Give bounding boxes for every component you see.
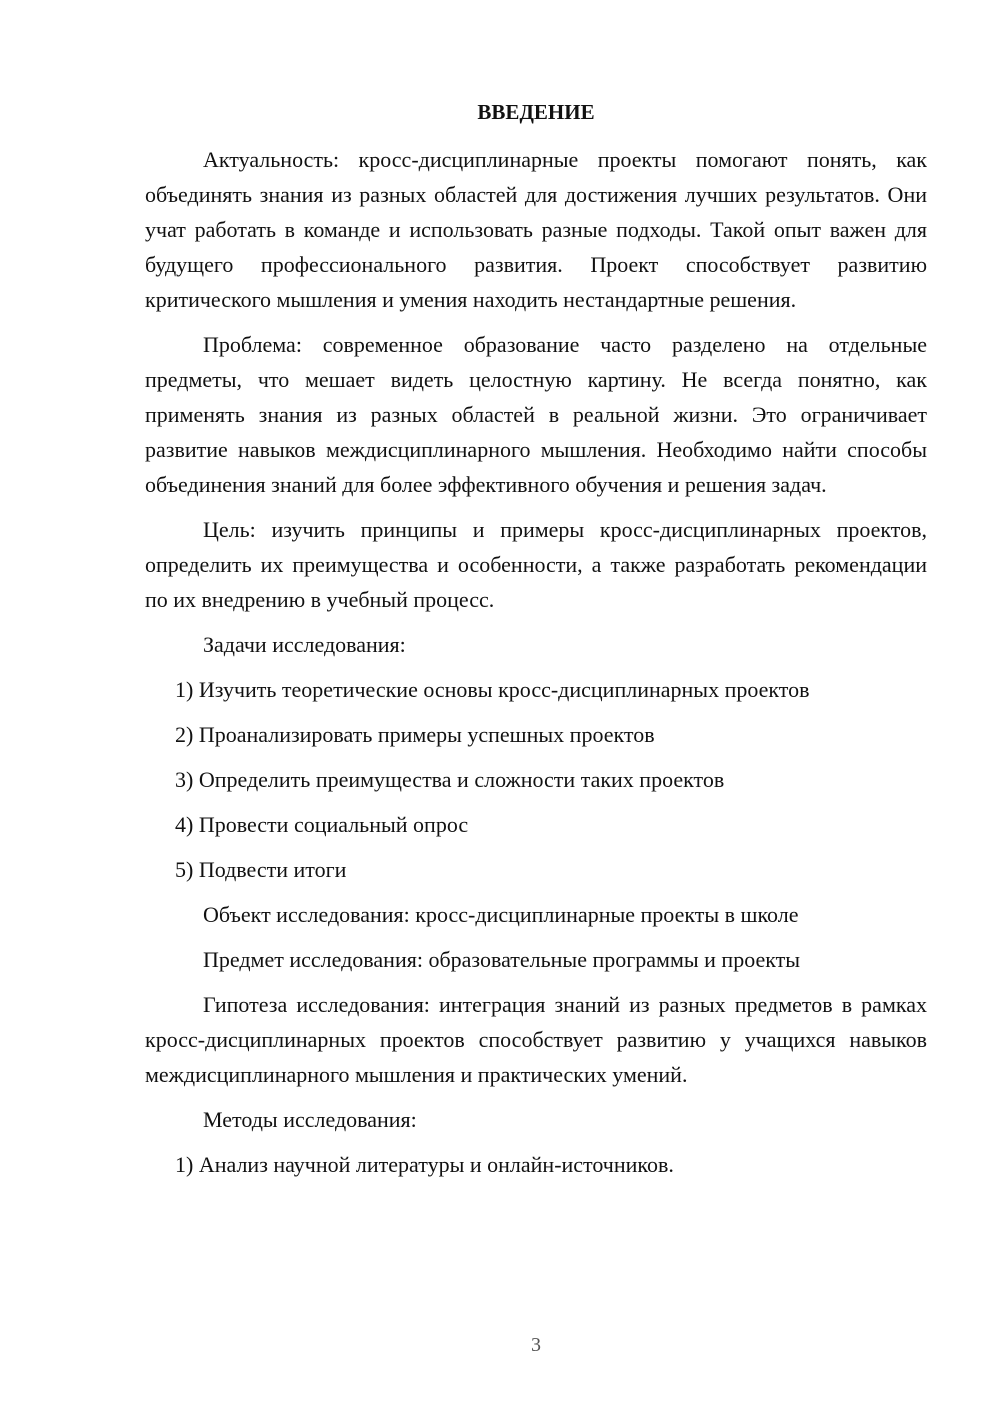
- paragraph-subject: Предмет исследования: образовательные программы и проекты: [203, 947, 801, 972]
- list-item: 1) Анализ научной литературы и онлайн-источников.: [175, 1152, 674, 1177]
- paragraph-hypothesis: Гипотеза исследования: интеграция знаний из разных предметов в рамках кросс-дисциплинарных проектов способствует развитию у учащихся навыков междисциплинарного мышления и практических умений.: [145, 992, 927, 1087]
- section-heading: ВВЕДЕНИЕ: [477, 100, 595, 124]
- list-item: 4) Провести социальный опрос: [175, 812, 469, 837]
- paragraph-goal: Цель: изучить принципы и примеры кросс-дисциплинарных проектов, определить их преимущества и особенности, а также разработать рекомендации по их внедрению в учебный процесс.: [145, 517, 927, 612]
- tasks-title: Задачи исследования:: [203, 632, 406, 657]
- list-item: 1) Изучить теоретические основы кросс-дисциплинарных проектов: [175, 677, 810, 702]
- document-body: [145, 142, 927, 1192]
- page-number: 3: [531, 1334, 541, 1356]
- paragraph-problem: Проблема: современное образование часто разделено на отдельные предметы, что мешает видеть целостную картину. Не всегда понятно, как применять знания из разных областей в реальной жизни. Это ограничивает развитие навыков междисциплинарного мышления. Необходимо найти способы объединения знаний для более эффективного обучения и решения задач.: [145, 332, 927, 497]
- list-item: 3) Определить преимущества и сложности таких проектов: [175, 767, 725, 792]
- methods-list: [145, 1147, 927, 1182]
- list-item: 5) Подвести итоги: [175, 857, 347, 882]
- paragraph-relevance: Актуальность: кросс-дисциплинарные проекты помогают понять, как объединять знания из разных областей для достижения лучших результатов. Они учат работать в команде и использовать разные подходы. Такой опыт важен для будущего профессионального развития. Проект способствует развитию критического мышления и умения находить нестандартные решения.: [145, 147, 927, 312]
- methods-title: Методы исследования:: [203, 1107, 417, 1132]
- tasks-list: [145, 672, 927, 887]
- list-item: 2) Проанализировать примеры успешных проектов: [175, 722, 655, 747]
- paragraph-object: Объект исследования: кросс-дисциплинарные проекты в школе: [203, 902, 799, 927]
